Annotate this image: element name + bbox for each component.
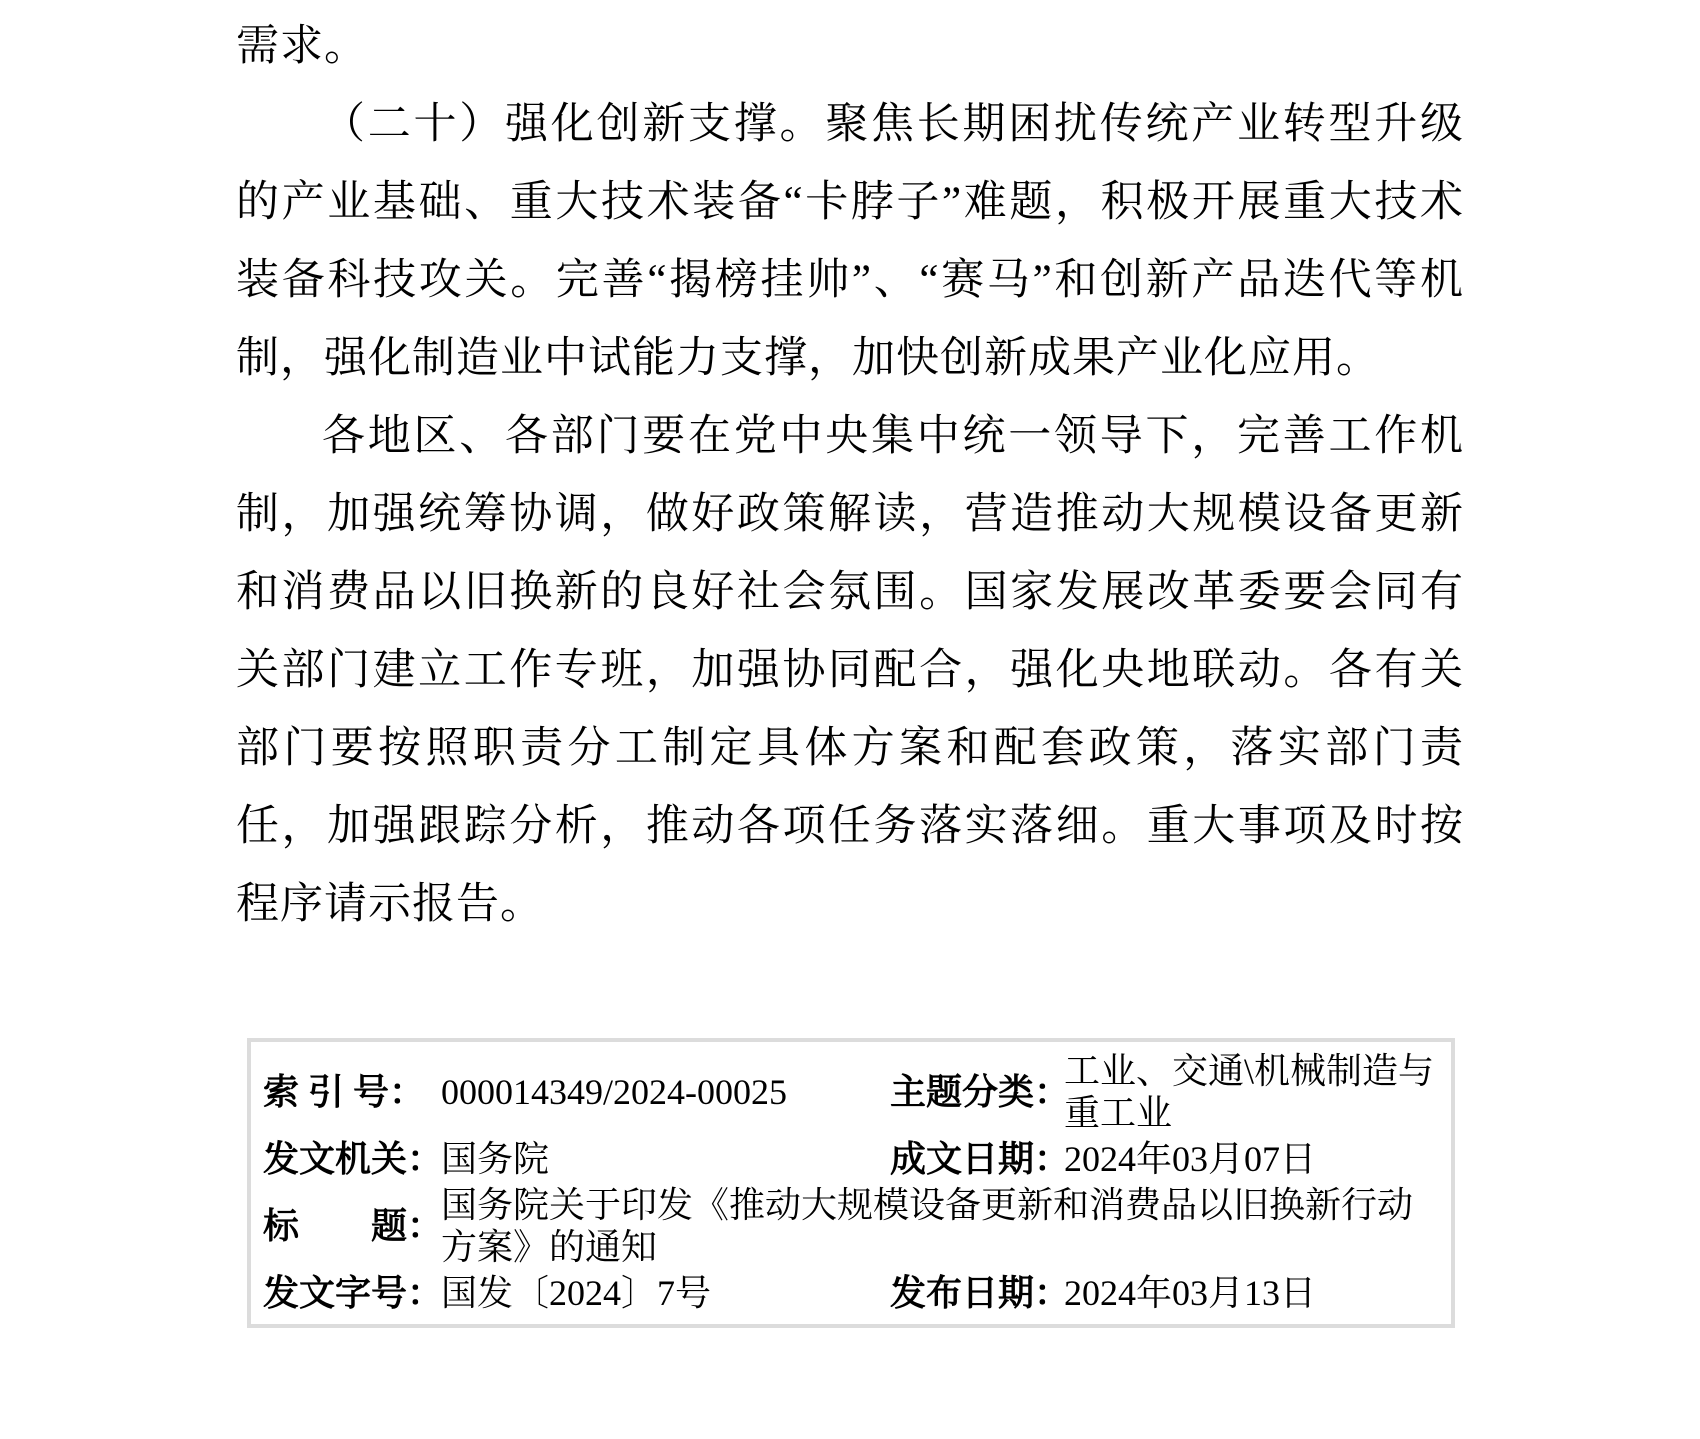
paragraph-section-20: （二十）强化创新支撑。聚焦长期困扰传统产业转型升级的产业基础、重大技术装备“卡脖子”难题，积极开展重大技术装备科技攻关。完善“揭榜挂帅”、“赛马”和创新产品迭代等机制，强化制造业中试能力支撑，加快创新成果产业化应用。 bbox=[236, 101, 1464, 382]
title-label: 标 题： bbox=[263, 1206, 444, 1246]
publish-date-label: 发布日期： bbox=[890, 1273, 1071, 1313]
written-date-value: 2024年03月07日 bbox=[1064, 1139, 1317, 1179]
topic-category-value: 工业、交通\机械制造与重工业 bbox=[1064, 1051, 1435, 1133]
issuing-agency-label: 发文机关： bbox=[263, 1139, 444, 1179]
title-value: 国务院关于印发《推动大规模设备更新和消费品以旧换新行动方案》的通知 bbox=[441, 1185, 1414, 1267]
doc-number-label: 发文字号： bbox=[263, 1273, 444, 1313]
document-metadata-grid bbox=[251, 1042, 1451, 1324]
issuing-agency-value: 国务院 bbox=[441, 1139, 550, 1179]
written-date-label: 成文日期： bbox=[890, 1139, 1071, 1179]
index-number-label: 索 引 号： bbox=[263, 1072, 426, 1112]
publish-date-value: 2024年03月13日 bbox=[1064, 1273, 1317, 1313]
document-body bbox=[236, 8, 1464, 944]
doc-number-value: 国发〔2024〕7号 bbox=[441, 1273, 712, 1313]
topic-category-label: 主题分类： bbox=[890, 1072, 1071, 1112]
document-metadata-table bbox=[247, 1038, 1455, 1328]
paragraph-closing: 各地区、各部门要在党中央集中统一领导下，完善工作机制，加强统筹协调，做好政策解读，营造推动大规模设备更新和消费品以旧换新的良好社会氛围。国家发展改革委要会同有关部门建立工作专班，加强协同配合，强化央地联动。各有关部门要按照职责分工制定具体方案和配套政策，落实部门责任，加强跟踪分析，推动各项任务落实落细。重大事项及时按程序请示报告。 bbox=[236, 413, 1464, 928]
paragraph-continuation: 需求。 bbox=[236, 23, 368, 70]
index-number-value: 000014349/2024-00025 bbox=[441, 1072, 787, 1112]
